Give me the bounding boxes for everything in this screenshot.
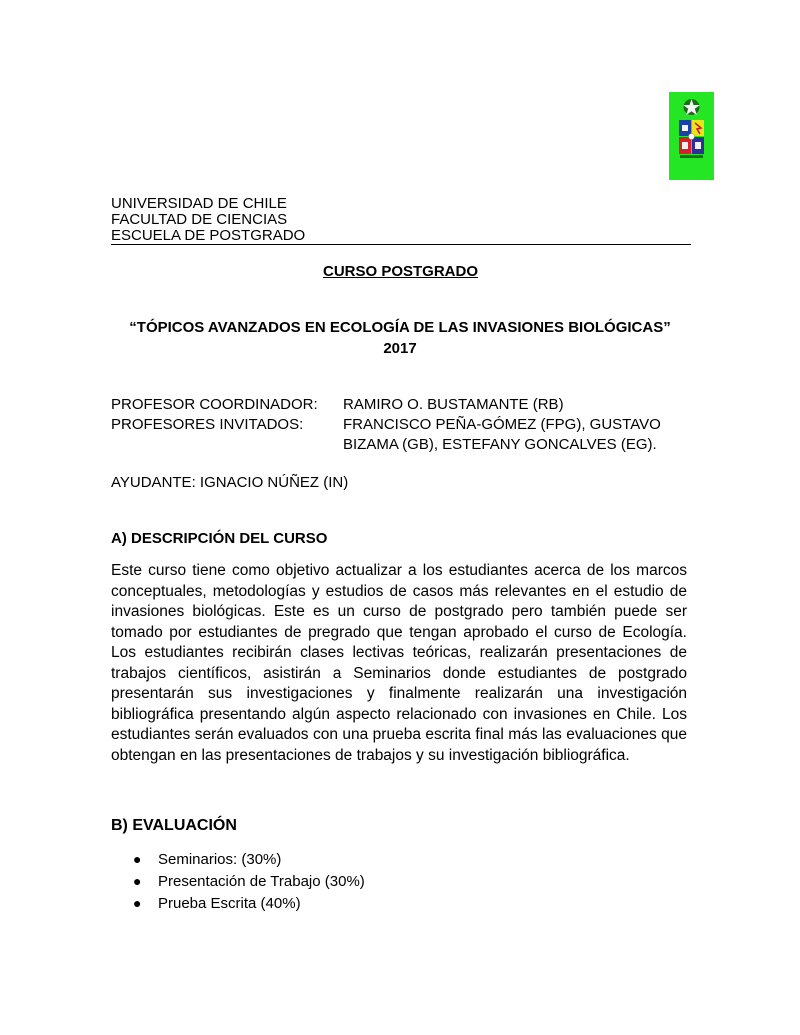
section-a-heading: A) DESCRIPCIÓN DEL CURSO xyxy=(111,530,328,547)
header-divider xyxy=(111,244,691,245)
course-title: “TÓPICOS AVANZADOS EN ECOLOGÍA DE LAS INVASIONES BIOLÓGICAS” xyxy=(129,319,671,336)
coordinator-label: PROFESOR COORDINADOR: xyxy=(111,396,318,413)
guests-value-line1: FRANCISCO PEÑA-GÓMEZ (FPG), GUSTAVO xyxy=(343,416,661,433)
university-name: UNIVERSIDAD DE CHILE xyxy=(111,195,287,212)
evaluation-item: Prueba Escrita (40%) xyxy=(158,895,301,912)
course-year: 2017 xyxy=(383,340,417,357)
faculty-logo xyxy=(669,92,714,180)
course-description: Este curso tiene como objetivo actualizar a los estudiantes acerca de los marcos conceptuales, metodologías y estudios de casos más relevantes en el estudio de invasiones biológicas. Este es un curso de postgrado pero también puede ser tomado por estudiantes de pregrado que tengan aprobado el curso de Ecología. Los estudiantes recibirán clases lectivas teóricas, realizarán presentaciones de trabajos científicos, asistirán a Seminarios donde estudiantes de postgrado presentarán sus investigaciones y finalmente realizarán una investigación bibliográfica presentando algún aspecto relacionado con invasiones en Chile. Los estudiantes serán evaluados con una prueba escrita final más las evaluaciones que obtengan en las presentaciones de trabajos y su investigación bibliográfica. xyxy=(111,562,687,764)
school-name: ESCUELA DE POSTGRADO xyxy=(111,227,306,244)
list-item xyxy=(133,873,365,895)
course-type-label: CURSO POSTGRADO xyxy=(323,263,479,280)
bullet-icon: ● xyxy=(133,895,142,911)
bullet-icon: ● xyxy=(133,873,142,889)
coordinator-value: RAMIRO O. BUSTAMANTE (RB) xyxy=(343,396,564,413)
faculty-name: FACULTAD DE CIENCIAS xyxy=(111,211,288,228)
list-item xyxy=(133,851,365,873)
evaluation-item: Seminarios: (30%) xyxy=(158,851,282,868)
assistant: AYUDANTE: IGNACIO NÚÑEZ (IN) xyxy=(111,474,349,491)
guests-value-line2: BIZAMA (GB), ESTEFANY GONCALVES (EG). xyxy=(343,436,657,453)
evaluation-list xyxy=(133,851,365,917)
crest-icon xyxy=(669,92,714,180)
guests-label: PROFESORES INVITADOS: xyxy=(111,416,304,433)
section-b-heading: B) EVALUACIÓN xyxy=(111,817,237,834)
institution-header xyxy=(111,195,305,243)
evaluation-item: Presentación de Trabajo (30%) xyxy=(158,873,365,890)
list-item xyxy=(133,895,365,917)
bullet-icon: ● xyxy=(133,851,142,867)
